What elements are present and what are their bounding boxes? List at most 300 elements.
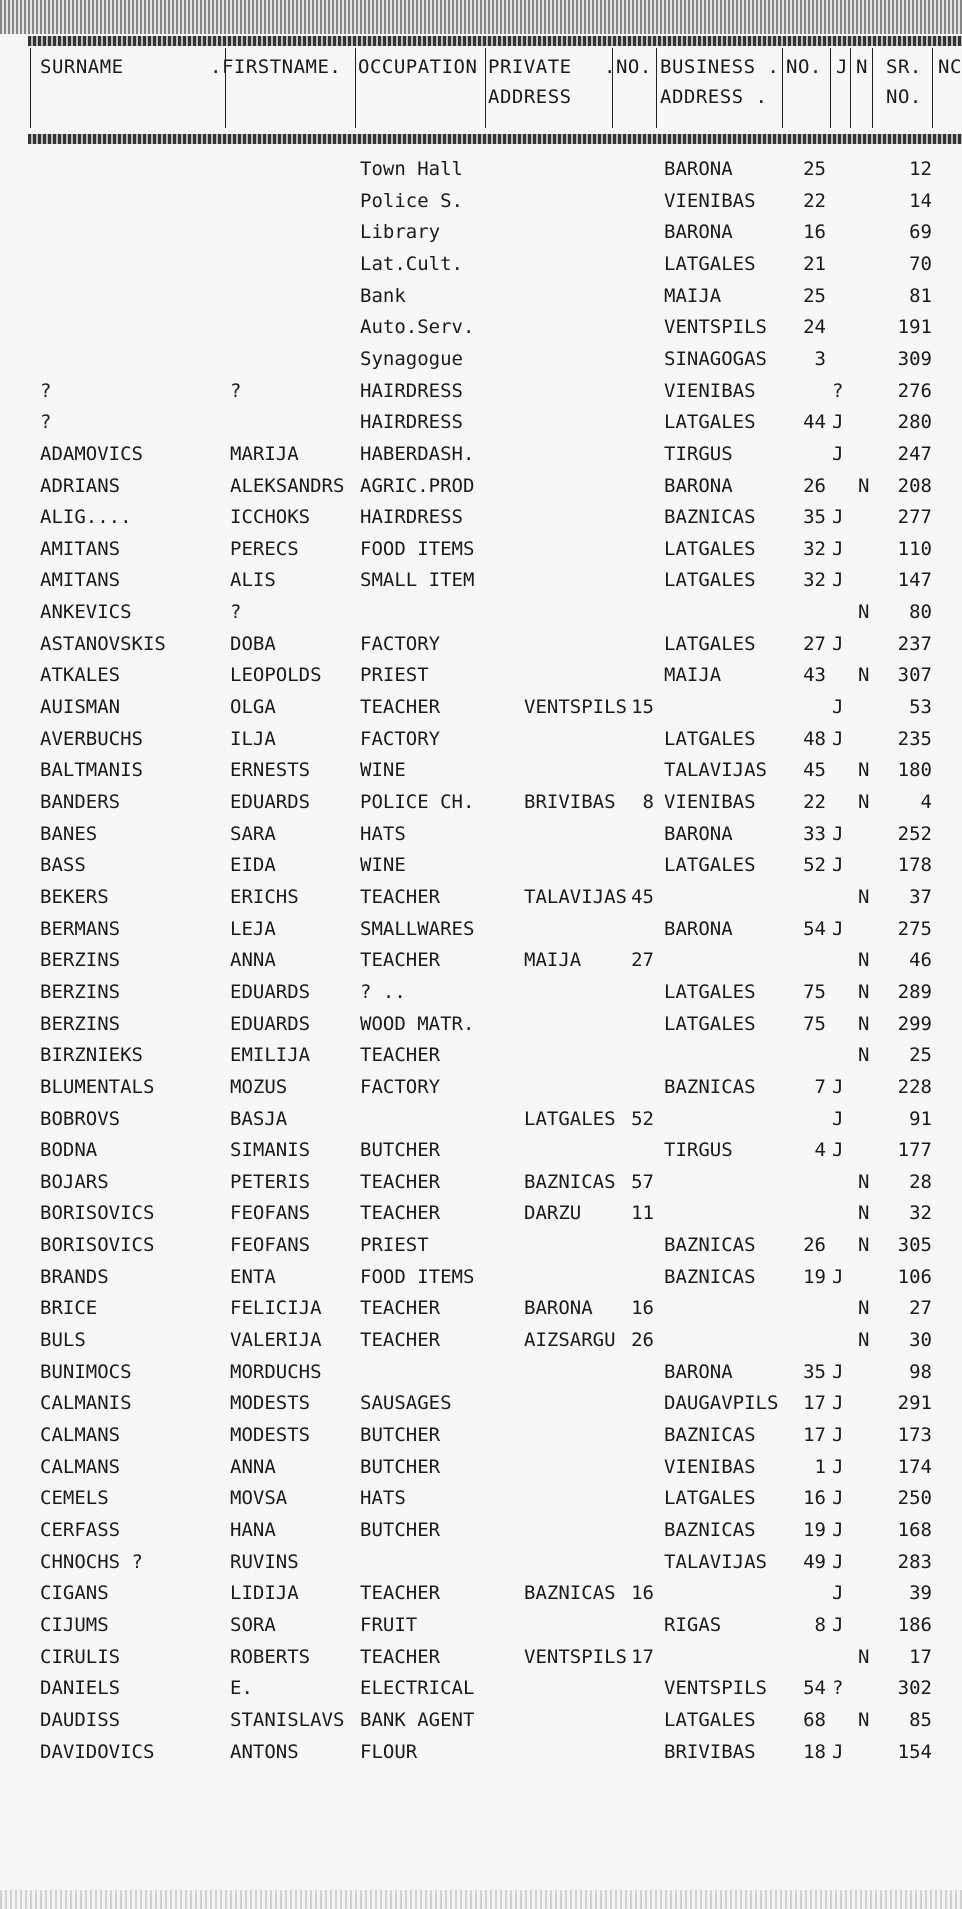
cell-sr-no: 28	[909, 1170, 932, 1193]
cell-sr-no: 81	[909, 284, 932, 307]
cell-surname: BANDERS	[40, 791, 121, 813]
table-row	[0, 945, 962, 975]
cell-sr-no: 277	[897, 506, 932, 529]
cell-sr-no: 186	[897, 1613, 932, 1636]
cell-n-flag: N	[858, 1297, 870, 1320]
cell-surname: BOBROVS	[40, 1107, 121, 1130]
cell-private-address: VENTSPILS	[524, 696, 627, 719]
cell-firstname: HANA	[230, 1518, 276, 1541]
cell-occupation: Synagogue	[360, 347, 463, 370]
cell-business-no: 17	[803, 1392, 826, 1415]
cell-firstname: ALIS	[230, 569, 276, 592]
cell-sr-no: 250	[897, 1487, 932, 1510]
cell-sr-no: 168	[897, 1518, 932, 1541]
cell-occupation: POLICE CH.	[360, 791, 475, 813]
cell-private-no: 8	[642, 791, 654, 813]
cell-n-flag: N	[858, 601, 870, 624]
cell-business-no: 43	[803, 664, 826, 687]
cell-j-flag: J	[832, 1487, 844, 1510]
cell-business-address: BARONA	[664, 474, 733, 497]
cell-business-address: VIENIBAS	[664, 189, 756, 212]
cell-sr-no: 174	[897, 1455, 932, 1478]
cell-occupation: FACTORY	[360, 1075, 441, 1098]
cell-firstname: ?	[230, 601, 242, 624]
cell-firstname: PERECS	[230, 537, 299, 560]
cell-surname: ADAMOVICS	[40, 442, 143, 465]
cell-sr-no: 147	[897, 569, 932, 592]
cell-surname: ?	[40, 379, 52, 402]
cell-j-flag: J	[832, 1107, 844, 1130]
cell-surname: CEMELS	[40, 1487, 109, 1510]
cell-surname: BALTMANIS	[40, 759, 143, 782]
cell-firstname: ANNA	[230, 949, 276, 972]
cell-private-address: BAZNICAS	[524, 1170, 616, 1193]
table-row	[0, 1420, 962, 1450]
cell-business-no: 33	[803, 822, 826, 845]
header-bottom-rule	[28, 134, 962, 144]
column-separator	[830, 48, 831, 128]
cell-business-no: 16	[803, 1487, 826, 1510]
cell-business-no: 32	[803, 569, 826, 592]
cell-n-flag: N	[858, 1202, 870, 1225]
cell-firstname: STANISLAVS	[230, 1708, 345, 1731]
cell-firstname: E.	[230, 1677, 253, 1700]
cell-j-flag: J	[832, 1139, 844, 1162]
cell-business-no: 21	[803, 252, 826, 275]
cell-occupation: FACTORY	[360, 727, 441, 750]
table-row	[0, 154, 962, 184]
cell-firstname: ERNESTS	[230, 759, 311, 782]
cell-firstname: SIMANIS	[230, 1139, 311, 1162]
header-firstname: .FIRSTNAME.	[210, 56, 342, 78]
cell-business-no: 35	[803, 1360, 826, 1383]
column-separator	[932, 48, 933, 128]
cell-surname: CHNOCHS ?	[40, 1550, 143, 1573]
cell-firstname: ANNA	[230, 1455, 276, 1478]
cell-occupation: HATS	[360, 1487, 406, 1510]
cell-n-flag: N	[858, 980, 870, 1003]
cell-sr-no: 30	[909, 1329, 932, 1352]
cell-private-address: DARZU	[524, 1202, 582, 1225]
table-row	[0, 1104, 962, 1134]
cell-j-flag: J	[832, 1518, 844, 1541]
table-row	[0, 1515, 962, 1545]
cell-private-address: TALAVIJAS	[524, 885, 627, 908]
cell-business-address: BARONA	[664, 822, 733, 845]
cell-n-flag: N	[858, 1708, 870, 1731]
table-row	[0, 1198, 962, 1228]
cell-surname: CALMANIS	[40, 1392, 132, 1415]
cell-occupation: TEACHER	[360, 1645, 441, 1668]
cell-surname: CIGANS	[40, 1582, 109, 1605]
cell-occupation: Bank	[360, 284, 406, 307]
cell-surname: ALIG....	[40, 506, 132, 529]
cell-surname: BULS	[40, 1329, 86, 1352]
table-row	[0, 407, 962, 437]
cell-sr-no: 280	[897, 411, 932, 434]
cell-private-address: LATGALES	[524, 1107, 616, 1130]
cell-business-address: DAUGAVPILS	[664, 1392, 779, 1415]
cell-j-flag: J	[832, 442, 844, 465]
scan-header-strip	[0, 0, 962, 34]
cell-sr-no: 307	[897, 664, 932, 687]
cell-business-no: 49	[803, 1550, 826, 1573]
cell-business-address: TIRGUS	[664, 442, 733, 465]
cell-sr-no: 39	[909, 1582, 932, 1605]
table-row	[0, 755, 962, 785]
cell-business-address: LATGALES	[664, 537, 756, 560]
cell-business-no: 27	[803, 632, 826, 655]
table-row	[0, 1357, 962, 1387]
table-row	[0, 1135, 962, 1165]
cell-occupation: TEACHER	[360, 1297, 441, 1320]
cell-business-address: BAZNICAS	[664, 1518, 756, 1541]
cell-sr-no: 237	[897, 632, 932, 655]
cell-surname: BERZINS	[40, 1012, 121, 1035]
cell-occupation: FOOD ITEMS	[360, 537, 475, 560]
table-row	[0, 1452, 962, 1482]
cell-j-flag: ?	[832, 379, 844, 402]
cell-surname: CERFASS	[40, 1518, 121, 1541]
table-row	[0, 819, 962, 849]
cell-sr-no: 283	[897, 1550, 932, 1573]
table-row	[0, 977, 962, 1007]
cell-surname: BASS	[40, 854, 86, 877]
cell-business-address: VENTSPILS	[664, 316, 767, 339]
cell-j-flag: J	[832, 1740, 844, 1763]
cell-sr-no: 32	[909, 1202, 932, 1225]
header-top-rule	[28, 36, 962, 46]
cell-surname: BIRZNIEKS	[40, 1044, 143, 1067]
cell-j-flag: J	[832, 1075, 844, 1098]
cell-surname: BUNIMOCS	[40, 1360, 132, 1383]
cell-occupation: WINE	[360, 854, 406, 877]
cell-sr-no: 180	[897, 759, 932, 782]
cell-sr-no: 247	[897, 442, 932, 465]
cell-business-address: TIRGUS	[664, 1139, 733, 1162]
cell-j-flag: J	[832, 506, 844, 529]
table-row	[0, 850, 962, 880]
cell-occupation: Auto.Serv.	[360, 316, 475, 339]
cell-j-flag: J	[832, 822, 844, 845]
cell-surname: BANES	[40, 822, 98, 845]
header-n: N	[856, 56, 868, 78]
cell-business-no: 3	[814, 347, 826, 370]
cell-surname: BERZINS	[40, 980, 121, 1003]
table-row	[0, 249, 962, 279]
cell-sr-no: 70	[909, 252, 932, 275]
table-row	[0, 692, 962, 722]
cell-business-no: 52	[803, 854, 826, 877]
cell-business-no: 25	[803, 284, 826, 307]
cell-business-address: VIENIBAS	[664, 1455, 756, 1478]
cell-sr-no: 91	[909, 1107, 932, 1130]
table-row	[0, 186, 962, 216]
cell-firstname: ENTA	[230, 1265, 276, 1288]
cell-n-flag: N	[858, 664, 870, 687]
table-row	[0, 439, 962, 469]
cell-sr-no: 191	[897, 316, 932, 339]
header-business-line2: ADDRESS .	[660, 86, 768, 108]
cell-private-no: 26	[631, 1329, 654, 1352]
cell-occupation: FRUIT	[360, 1613, 418, 1636]
cell-surname: CIJUMS	[40, 1613, 109, 1636]
cell-n-flag: N	[858, 1329, 870, 1352]
table-row	[0, 882, 962, 912]
column-separator	[30, 48, 31, 128]
cell-firstname: BASJA	[230, 1107, 288, 1130]
cell-business-no: 25	[803, 158, 826, 180]
cell-surname: BERZINS	[40, 949, 121, 972]
cell-surname: ANKEVICS	[40, 601, 132, 624]
header-sr-line2: NO.	[886, 86, 922, 108]
cell-business-address: BRIVIBAS	[664, 1740, 756, 1763]
cell-firstname: MODESTS	[230, 1392, 311, 1415]
cell-business-address: LATGALES	[664, 1487, 756, 1510]
cell-business-no: 4	[814, 1139, 826, 1162]
table-row	[0, 629, 962, 659]
cell-surname: ATKALES	[40, 664, 121, 687]
cell-business-no: 26	[803, 474, 826, 497]
cell-firstname: LEOPOLDS	[230, 664, 322, 687]
cell-private-no: 57	[631, 1170, 654, 1193]
cell-business-address: LATGALES	[664, 854, 756, 877]
cell-j-flag: J	[832, 696, 844, 719]
cell-n-flag: N	[858, 759, 870, 782]
cell-firstname: ILJA	[230, 727, 276, 750]
cell-n-flag: N	[858, 1645, 870, 1668]
cell-surname: DAUDISS	[40, 1708, 121, 1731]
column-separator	[782, 48, 783, 128]
cell-sr-no: 305	[897, 1234, 932, 1257]
cell-business-no: 35	[803, 506, 826, 529]
cell-sr-no: 177	[897, 1139, 932, 1162]
cell-firstname: FEOFANS	[230, 1234, 311, 1257]
cell-n-flag: N	[858, 1012, 870, 1035]
cell-occupation: TEACHER	[360, 1582, 441, 1605]
cell-firstname: MOZUS	[230, 1075, 288, 1098]
cell-sr-no: 173	[897, 1424, 932, 1446]
header-business-line1: BUSINESS .	[660, 56, 780, 78]
cell-surname: CALMANS	[40, 1424, 121, 1446]
table-row	[0, 1262, 962, 1292]
cell-firstname: MOVSA	[230, 1487, 288, 1510]
header-no-cut: NC	[938, 56, 962, 78]
cell-occupation: ELECTRICAL	[360, 1677, 475, 1700]
cell-occupation: SMALL ITEM	[360, 569, 475, 592]
cell-business-address: BARONA	[664, 158, 733, 180]
column-separator	[872, 48, 873, 128]
table-row	[0, 660, 962, 690]
cell-sr-no: 12	[909, 158, 932, 180]
cell-j-flag: J	[832, 1265, 844, 1288]
cell-private-no: 15	[631, 696, 654, 719]
cell-firstname: MODESTS	[230, 1424, 311, 1446]
cell-business-address: VIENIBAS	[664, 379, 756, 402]
cell-sr-no: 85	[909, 1708, 932, 1731]
column-separator	[850, 48, 851, 128]
table-row	[0, 1388, 962, 1418]
cell-j-flag: J	[832, 411, 844, 434]
cell-occupation: AGRIC.PROD	[360, 474, 475, 497]
cell-firstname: LEJA	[230, 917, 276, 940]
cell-n-flag: N	[858, 1044, 870, 1067]
cell-business-address: LATGALES	[664, 411, 756, 434]
cell-j-flag: J	[832, 917, 844, 940]
cell-business-address: MAIJA	[664, 284, 722, 307]
cell-business-no: 26	[803, 1234, 826, 1257]
scan-footer-strip	[0, 1890, 962, 1909]
cell-j-flag: J	[832, 1582, 844, 1605]
cell-business-address: BAZNICAS	[664, 1075, 756, 1098]
cell-business-no: 24	[803, 316, 826, 339]
cell-business-no: 18	[803, 1740, 826, 1763]
cell-firstname: EDUARDS	[230, 1012, 311, 1035]
cell-occupation: HAIRDRESS	[360, 379, 463, 402]
header-private-line2: ADDRESS	[488, 86, 572, 108]
cell-firstname: FEOFANS	[230, 1202, 311, 1225]
cell-sr-no: 106	[897, 1265, 932, 1288]
cell-business-no: 19	[803, 1265, 826, 1288]
cell-private-address: AIZSARGU	[524, 1329, 616, 1352]
cell-firstname: OLGA	[230, 696, 276, 719]
cell-n-flag: N	[858, 949, 870, 972]
table-row	[0, 281, 962, 311]
cell-business-address: LATGALES	[664, 1012, 756, 1035]
cell-firstname: RUVINS	[230, 1550, 299, 1573]
cell-private-no: 17	[631, 1645, 654, 1668]
cell-sr-no: 53	[909, 696, 932, 719]
table-row	[0, 1167, 962, 1197]
column-separator	[355, 48, 356, 128]
table-row	[0, 1578, 962, 1608]
cell-sr-no: 46	[909, 949, 932, 972]
cell-firstname: ICCHOKS	[230, 506, 311, 529]
table-row	[0, 502, 962, 532]
cell-business-no: 8	[814, 1613, 826, 1636]
cell-sr-no: 98	[909, 1360, 932, 1383]
cell-business-no: 48	[803, 727, 826, 750]
cell-business-address: MAIJA	[664, 664, 722, 687]
cell-firstname: EDUARDS	[230, 980, 311, 1003]
cell-occupation: Lat.Cult.	[360, 252, 463, 275]
cell-business-address: BARONA	[664, 1360, 733, 1383]
cell-private-no: 45	[631, 885, 654, 908]
cell-surname: ASTANOVSKIS	[40, 632, 166, 655]
cell-occupation: TEACHER	[360, 1044, 441, 1067]
cell-sr-no: 275	[897, 917, 932, 940]
cell-occupation: PRIEST	[360, 664, 429, 687]
table-row	[0, 312, 962, 342]
cell-firstname: EIDA	[230, 854, 276, 877]
cell-firstname: SARA	[230, 822, 276, 845]
cell-private-no: 52	[631, 1107, 654, 1130]
cell-business-no: 19	[803, 1518, 826, 1541]
cell-business-address: BAZNICAS	[664, 1234, 756, 1257]
cell-occupation: HABERDASH.	[360, 442, 475, 465]
cell-occupation: FACTORY	[360, 632, 441, 655]
cell-sr-no: 4	[920, 791, 932, 813]
table-row	[0, 344, 962, 374]
cell-j-flag: J	[832, 537, 844, 560]
cell-occupation: TEACHER	[360, 1329, 441, 1352]
cell-occupation: TEACHER	[360, 885, 441, 908]
cell-sr-no: 110	[897, 537, 932, 560]
header-business-no: NO.	[786, 56, 822, 78]
cell-j-flag: J	[832, 1550, 844, 1573]
cell-firstname: ERICHS	[230, 885, 299, 908]
cell-business-no: 22	[803, 791, 826, 813]
cell-surname: BEKERS	[40, 885, 109, 908]
table-row	[0, 787, 962, 817]
table-row	[0, 1673, 962, 1703]
header-surname: SURNAME	[40, 56, 124, 78]
cell-firstname: SORA	[230, 1613, 276, 1636]
cell-business-no: 75	[803, 980, 826, 1003]
cell-occupation: TEACHER	[360, 949, 441, 972]
cell-business-no: 44	[803, 411, 826, 434]
cell-sr-no: 17	[909, 1645, 932, 1668]
cell-firstname: ALEKSANDRS	[230, 474, 345, 497]
cell-business-no: 17	[803, 1424, 826, 1446]
cell-business-address: BAZNICAS	[664, 1424, 756, 1446]
cell-surname: BORISOVICS	[40, 1234, 155, 1257]
cell-surname: BORISOVICS	[40, 1202, 155, 1225]
table-row	[0, 597, 962, 627]
cell-private-address: MAIJA	[524, 949, 582, 972]
cell-business-no: 16	[803, 221, 826, 244]
cell-business-address: LATGALES	[664, 569, 756, 592]
cell-business-no: 75	[803, 1012, 826, 1035]
cell-surname: DAVIDOVICS	[40, 1740, 155, 1763]
header-j: J	[836, 56, 848, 78]
cell-firstname: FELICIJA	[230, 1297, 322, 1320]
cell-firstname: EDUARDS	[230, 791, 311, 813]
cell-business-address: BAZNICAS	[664, 1265, 756, 1288]
cell-sr-no: 309	[897, 347, 932, 370]
table-row	[0, 1547, 962, 1577]
cell-business-address: BARONA	[664, 221, 733, 244]
column-separator	[485, 48, 486, 128]
cell-occupation: Police S.	[360, 189, 463, 212]
cell-surname: AVERBUCHS	[40, 727, 143, 750]
cell-occupation: HAIRDRESS	[360, 411, 463, 434]
table-row	[0, 1325, 962, 1355]
cell-surname: BRICE	[40, 1297, 98, 1320]
cell-business-address: LATGALES	[664, 727, 756, 750]
cell-business-address: SINAGOGAS	[664, 347, 767, 370]
cell-sr-no: 154	[897, 1740, 932, 1763]
cell-j-flag: J	[832, 727, 844, 750]
cell-business-address: LATGALES	[664, 252, 756, 275]
cell-business-no: 1	[814, 1455, 826, 1478]
cell-n-flag: N	[858, 885, 870, 908]
cell-sr-no: 276	[897, 379, 932, 402]
cell-occupation: BUTCHER	[360, 1139, 441, 1162]
cell-sr-no: 80	[909, 601, 932, 624]
cell-occupation: FLOUR	[360, 1740, 418, 1763]
header-sr-line1: SR.	[886, 56, 922, 78]
cell-sr-no: 291	[897, 1392, 932, 1415]
cell-n-flag: N	[858, 791, 870, 813]
cell-private-no: 16	[631, 1297, 654, 1320]
cell-occupation: BANK AGENT	[360, 1708, 475, 1731]
cell-occupation: HATS	[360, 822, 406, 845]
cell-firstname: ANTONS	[230, 1740, 299, 1763]
cell-surname: AUISMAN	[40, 696, 121, 719]
header-no: .NO.	[604, 56, 652, 78]
cell-j-flag: J	[832, 1360, 844, 1383]
